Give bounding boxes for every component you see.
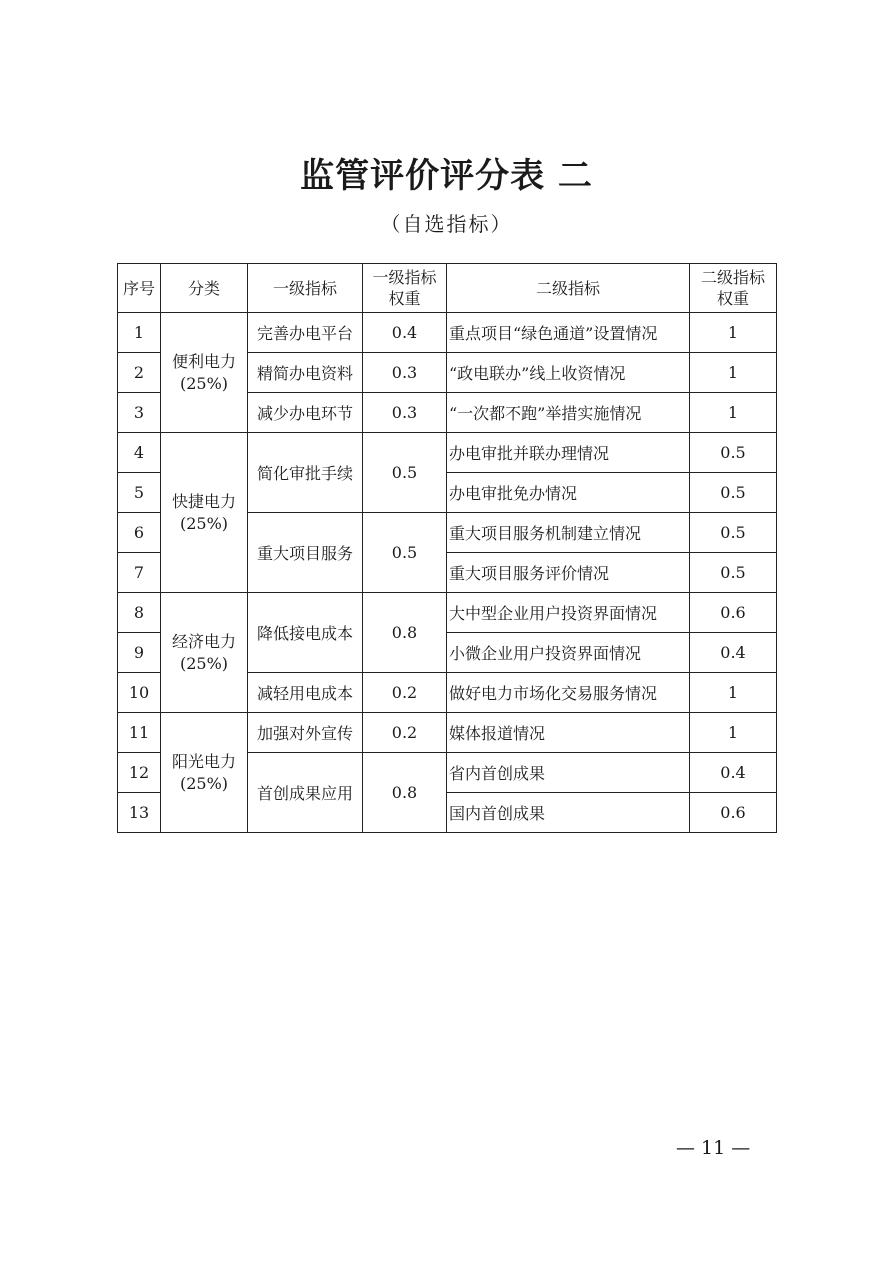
header-level2-weight-line2: 权重 bbox=[716, 289, 749, 308]
level2-name: 媒体报道情况 bbox=[447, 713, 690, 753]
page-number: — 11 — bbox=[676, 1137, 751, 1159]
header-seq: 序号 bbox=[118, 264, 161, 313]
level2-name: 重点项目“绿色通道”设置情况 bbox=[447, 313, 690, 353]
level1-weight: 0.8 bbox=[363, 593, 447, 673]
category-percent: (25%) bbox=[179, 653, 229, 673]
level2-weight: 1 bbox=[690, 353, 777, 393]
header-level1-weight-line2: 权重 bbox=[388, 289, 421, 308]
table-row bbox=[118, 433, 777, 473]
level2-weight: 0.5 bbox=[690, 553, 777, 593]
level1-weight: 0.8 bbox=[363, 753, 447, 833]
category-name: 便利电力 bbox=[171, 351, 236, 371]
category-cell bbox=[161, 313, 248, 433]
level1-name: 加强对外宣传 bbox=[248, 713, 363, 753]
header-level1-weight-line1: 一级指标 bbox=[372, 268, 437, 287]
level2-name: 小微企业用户投资界面情况 bbox=[447, 633, 690, 673]
level2-weight: 0.5 bbox=[690, 473, 777, 513]
level1-name: 减轻用电成本 bbox=[248, 673, 363, 713]
category-cell bbox=[161, 713, 248, 833]
level1-weight: 0.3 bbox=[363, 393, 447, 433]
level2-name: 做好电力市场化交易服务情况 bbox=[447, 673, 690, 713]
level1-weight: 0.5 bbox=[363, 433, 447, 513]
category-name: 快捷电力 bbox=[171, 491, 236, 511]
table-header-row bbox=[118, 264, 777, 313]
header-category: 分类 bbox=[161, 264, 248, 313]
level2-weight: 0.4 bbox=[690, 753, 777, 793]
level2-name: 大中型企业用户投资界面情况 bbox=[447, 593, 690, 633]
level2-weight: 1 bbox=[690, 393, 777, 433]
row-seq: 7 bbox=[118, 553, 161, 593]
header-level2: 二级指标 bbox=[447, 264, 690, 313]
level2-name: 办电审批并联办理情况 bbox=[447, 433, 690, 473]
header-level1: 一级指标 bbox=[248, 264, 363, 313]
level1-name: 精简办电资料 bbox=[248, 353, 363, 393]
level1-weight: 0.5 bbox=[363, 513, 447, 593]
row-seq: 6 bbox=[118, 513, 161, 553]
level2-weight: 0.5 bbox=[690, 513, 777, 553]
header-level2-weight-line1: 二级指标 bbox=[700, 268, 765, 287]
level2-weight: 0.6 bbox=[690, 793, 777, 833]
category-name: 阳光电力 bbox=[171, 751, 236, 771]
row-seq: 8 bbox=[118, 593, 161, 633]
table-row bbox=[118, 713, 777, 753]
level2-weight: 1 bbox=[690, 673, 777, 713]
level1-weight: 0.3 bbox=[363, 353, 447, 393]
row-seq: 9 bbox=[118, 633, 161, 673]
row-seq: 12 bbox=[118, 753, 161, 793]
category-cell bbox=[161, 593, 248, 713]
row-seq: 11 bbox=[118, 713, 161, 753]
level2-name: 重大项目服务评价情况 bbox=[447, 553, 690, 593]
evaluation-table bbox=[117, 263, 777, 833]
level2-name: 办电审批免办情况 bbox=[447, 473, 690, 513]
level1-name: 减少办电环节 bbox=[248, 393, 363, 433]
category-percent: (25%) bbox=[179, 373, 229, 393]
level2-name: 重大项目服务机制建立情况 bbox=[447, 513, 690, 553]
row-seq: 4 bbox=[118, 433, 161, 473]
level1-name: 降低接电成本 bbox=[248, 593, 363, 673]
header-level1-weight bbox=[363, 264, 447, 313]
level1-name: 首创成果应用 bbox=[248, 753, 363, 833]
level2-name: 国内首创成果 bbox=[447, 793, 690, 833]
level2-name: “政电联办”线上收资情况 bbox=[447, 353, 690, 393]
level1-name: 重大项目服务 bbox=[248, 513, 363, 593]
category-percent: (25%) bbox=[179, 773, 229, 793]
level2-weight: 0.4 bbox=[690, 633, 777, 673]
row-seq: 10 bbox=[118, 673, 161, 713]
level1-name: 简化审批手续 bbox=[248, 433, 363, 513]
category-name: 经济电力 bbox=[171, 631, 236, 651]
level1-weight: 0.4 bbox=[363, 313, 447, 353]
level2-weight: 0.5 bbox=[690, 433, 777, 473]
row-seq: 5 bbox=[118, 473, 161, 513]
level2-weight: 1 bbox=[690, 313, 777, 353]
category-cell bbox=[161, 433, 248, 593]
row-seq: 2 bbox=[118, 353, 161, 393]
row-seq: 1 bbox=[118, 313, 161, 353]
row-seq: 3 bbox=[118, 393, 161, 433]
header-level2-weight bbox=[690, 264, 777, 313]
level2-weight: 1 bbox=[690, 713, 777, 753]
page-title: 监管评价评分表 二 bbox=[300, 156, 593, 196]
level2-name: 省内首创成果 bbox=[447, 753, 690, 793]
level2-name: “一次都不跑”举措实施情况 bbox=[447, 393, 690, 433]
level1-weight: 0.2 bbox=[363, 673, 447, 713]
category-percent: (25%) bbox=[179, 513, 229, 533]
row-seq: 13 bbox=[118, 793, 161, 833]
table-row bbox=[118, 593, 777, 633]
page-subtitle: （自选指标） bbox=[380, 212, 513, 236]
level1-weight: 0.2 bbox=[363, 713, 447, 753]
level1-name: 完善办电平台 bbox=[248, 313, 363, 353]
table-row bbox=[118, 313, 777, 353]
level2-weight: 0.6 bbox=[690, 593, 777, 633]
